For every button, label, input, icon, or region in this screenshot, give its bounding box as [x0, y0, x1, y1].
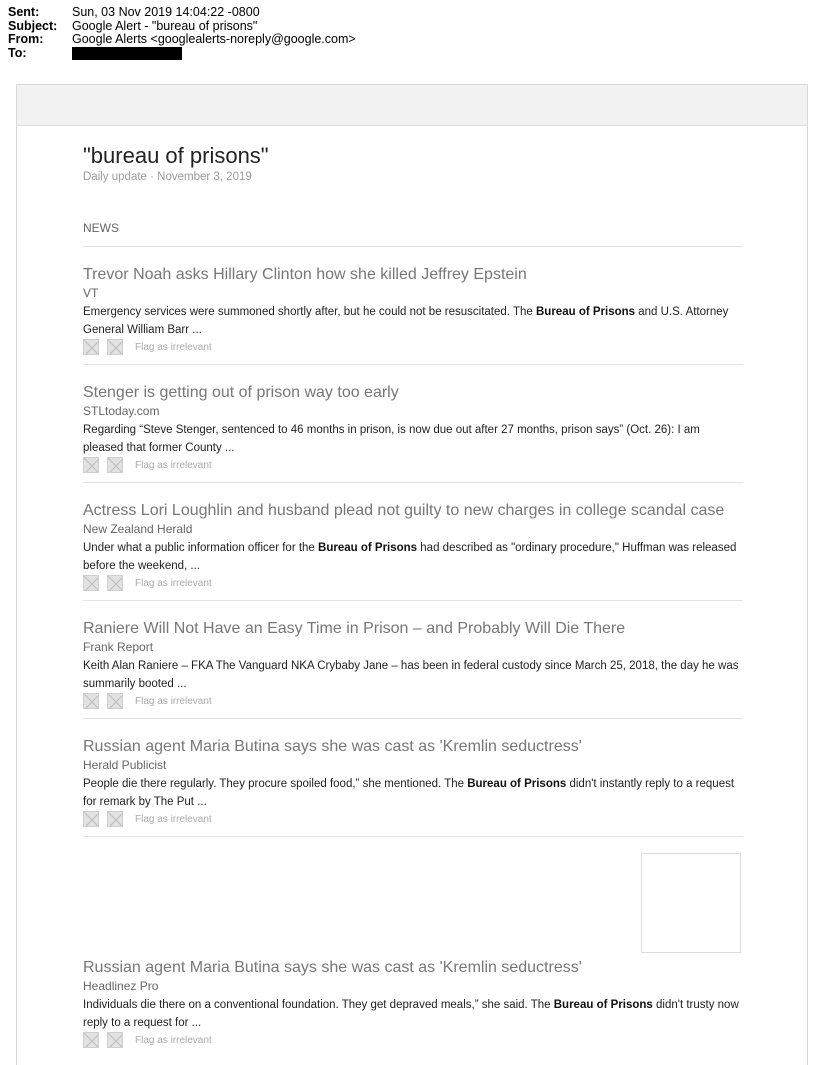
snippet: Individuals die there on a conventional foundation. They get depraved meals,” she said. The Bureau of Prisons didn't trusty now reply to a request for ...	[83, 999, 739, 1029]
headline-link[interactable]: Russian agent Maria Butina says she was cast as 'Kremlin seductress'	[83, 738, 582, 755]
news-item	[83, 619, 743, 710]
news-item	[83, 383, 743, 474]
flag-image-icon[interactable]	[107, 811, 123, 827]
snippet: Under what a public information officer for the Bureau of Prisons had described as "ordinary procedure," Huffman was released before the weekend, ...	[83, 542, 737, 572]
flag-image-icon[interactable]	[83, 457, 99, 473]
source-label: New Zealand Herald	[83, 522, 193, 536]
flag-image-icon[interactable]	[83, 811, 99, 827]
alert-card	[16, 84, 808, 1065]
divider	[83, 600, 743, 601]
source-label: STLtoday.com	[83, 404, 160, 418]
flag-image-icon[interactable]	[107, 693, 123, 709]
flag-image-icon[interactable]	[107, 1032, 123, 1048]
section-label: NEWS	[83, 221, 119, 235]
divider	[83, 482, 743, 483]
flag-image-icon[interactable]	[83, 575, 99, 591]
thumbnail-image[interactable]	[641, 853, 741, 953]
snippet: Keith Alan Raniere – FKA The Vanguard NKA Crybaby Jane – has been in federal custody since March 25, 2018, the day he was summarily booted ...	[83, 660, 739, 690]
flag-row	[83, 1031, 743, 1049]
snippet: People die there regularly. They procure spoiled food,” she mentioned. The Bureau of Prisons didn't instantly reply to a request for remark by The Put ...	[83, 778, 735, 808]
flag-image-icon[interactable]	[107, 575, 123, 591]
snippet: Emergency services were summoned shortly after, but he could not be resuscitated. The Bureau of Prisons and U.S. Attorney General William Barr ...	[83, 306, 729, 336]
source-label: Herald Publicist	[83, 758, 167, 772]
subject-value: Google Alert - "bureau of prisons"	[72, 18, 258, 33]
headline-link[interactable]: Trevor Noah asks Hillary Clinton how she killed Jeffrey Epstein	[83, 266, 527, 283]
headline-link[interactable]: Actress Lori Loughlin and husband plead not guilty to new charges in college scandal case	[83, 502, 725, 519]
redacted-recipient	[72, 47, 182, 60]
divider	[83, 836, 743, 837]
headline-link[interactable]: Stenger is getting out of prison way too early	[83, 384, 399, 401]
flag-image-icon[interactable]	[83, 339, 99, 355]
news-item	[83, 265, 743, 356]
source-label: VT	[83, 286, 99, 300]
news-item	[83, 501, 743, 592]
sent-value: Sun, 03 Nov 2019 14:04:22 -0800	[72, 5, 260, 19]
source-label: Headlinez Pro	[83, 979, 159, 993]
to-label: To:	[8, 45, 27, 60]
headline-link[interactable]: Russian agent Maria Butina says she was cast as 'Kremlin seductress'	[83, 959, 582, 976]
flag-row	[83, 692, 743, 710]
alert-title: "bureau of prisons"	[83, 143, 269, 168]
flag-image-icon[interactable]	[83, 693, 99, 709]
sent-label: Sent:	[8, 5, 40, 19]
flag-irrelevant-link[interactable]: Flag as irrelevant	[135, 813, 212, 825]
divider	[83, 246, 743, 247]
alert-subtitle: Daily update · November 3, 2019	[83, 171, 252, 183]
from-label: From:	[8, 32, 44, 46]
divider	[83, 364, 743, 365]
flag-irrelevant-link[interactable]: Flag as irrelevant	[135, 459, 212, 471]
flag-row	[83, 338, 743, 356]
from-value: Google Alerts <googlealerts-noreply@google.com>	[72, 32, 356, 46]
flag-irrelevant-link[interactable]: Flag as irrelevant	[135, 1034, 212, 1046]
divider	[83, 718, 743, 719]
flag-row	[83, 456, 743, 474]
flag-irrelevant-link[interactable]: Flag as irrelevant	[135, 695, 212, 707]
headline-link[interactable]: Raniere Will Not Have an Easy Time in Prison – and Probably Will Die There	[83, 620, 626, 637]
header-band	[17, 85, 807, 126]
flag-row	[83, 810, 743, 828]
flag-irrelevant-link[interactable]: Flag as irrelevant	[135, 577, 212, 589]
subject-label: Subject:	[8, 18, 58, 33]
news-item	[83, 958, 743, 1049]
flag-irrelevant-link[interactable]: Flag as irrelevant	[135, 341, 212, 353]
news-item	[83, 737, 743, 828]
flag-row	[83, 574, 743, 592]
flag-image-icon[interactable]	[107, 457, 123, 473]
flag-image-icon[interactable]	[83, 1032, 99, 1048]
snippet: Regarding “Steve Stenger, sentenced to 46 months in prison, is now due out after 27 months, prison says” (Oct. 26): I am pleased that former County ...	[83, 424, 700, 454]
source-label: Frank Report	[83, 640, 154, 654]
flag-image-icon[interactable]	[107, 339, 123, 355]
email-header	[8, 6, 356, 60]
